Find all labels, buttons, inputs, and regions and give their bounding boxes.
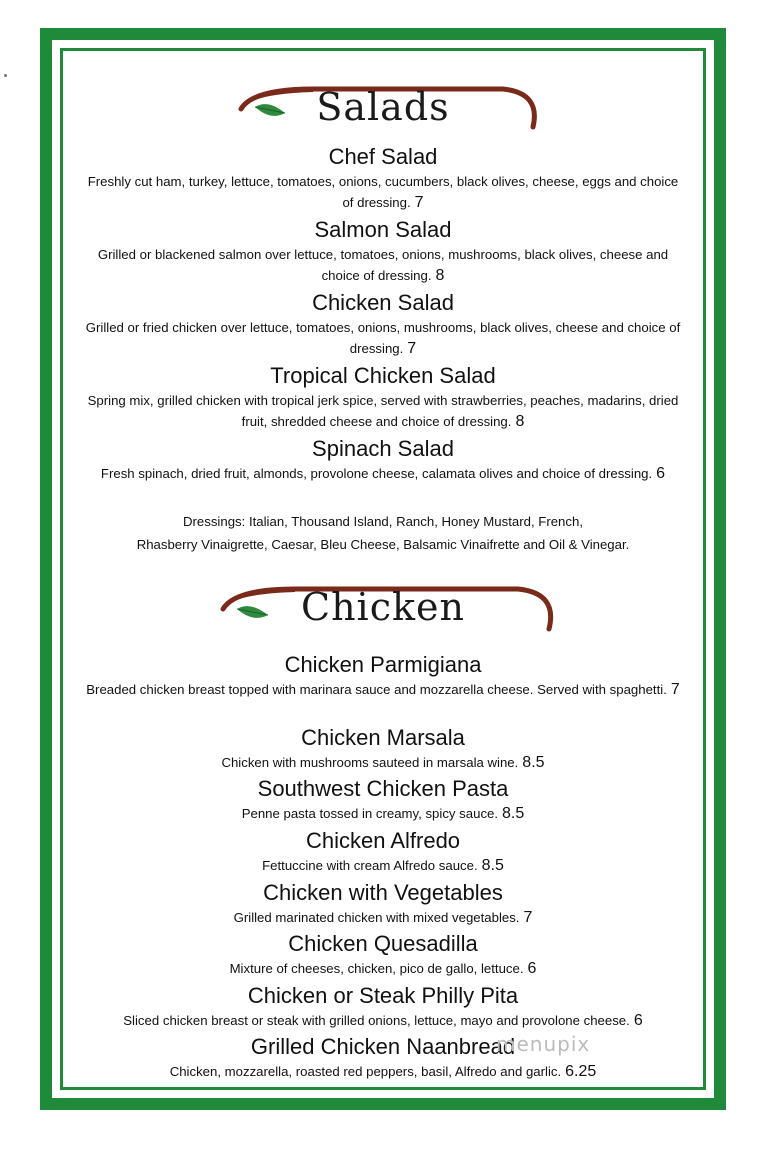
item-desc: Spring mix, grilled chicken with tropical jerk spice, served with strawberries, peaches, madarins, dried fruit, shredded cheese and choice of dressing. 8 <box>87 393 679 430</box>
item-desc: Chicken, mozzarella, roasted red peppers, basil, Alfredo and garlic. 6.25 <box>169 1063 597 1080</box>
item-name: Southwest Chicken Pasta <box>257 776 509 801</box>
item-price: 7 <box>670 681 680 698</box>
item-desc: Fresh spinach, dried fruit, almonds, provolone cheese, calamata olives and choice of dressing. 6 <box>100 465 666 482</box>
item-desc: Sliced chicken breast or steak with grilled onions, lettuce, mayo and provolone cheese. 6 <box>123 1012 643 1029</box>
item-desc: Penne pasta tossed in creamy, spicy sauce. 8.5 <box>241 805 525 822</box>
item-price: 7 <box>523 909 533 926</box>
item-price: 8.5 <box>502 805 525 822</box>
salads-header <box>63 79 703 139</box>
item-price: 8.5 <box>481 857 504 874</box>
menu-item <box>85 724 681 773</box>
item-desc: Chicken with mushrooms sauteed in marsala wine. 8.5 <box>221 754 545 771</box>
salads-title: Salads <box>316 85 450 129</box>
item-price: 6 <box>656 465 666 482</box>
menu-item <box>85 143 681 213</box>
item-desc: Breaded chicken breast topped with marinara sauce and mozzarella cheese. Served with spaghetti. 7 <box>86 681 680 698</box>
item-name: Chicken Salad <box>312 290 454 315</box>
item-name: Chicken Parmigiana <box>284 652 482 677</box>
dressings-line: Rhasberry Vinaigrette, Caesar, Bleu Cheese, Balsamic Vinaifrette and Oil & Vinegar. <box>136 537 630 552</box>
item-price: 6.25 <box>565 1063 597 1080</box>
menu-item <box>85 362 681 432</box>
menu-item <box>85 827 681 876</box>
chicken-header <box>63 579 703 639</box>
menu-item <box>85 216 681 286</box>
item-name: Spinach Salad <box>312 436 454 461</box>
item-name: Tropical Chicken Salad <box>270 363 496 388</box>
item-price: 8 <box>435 267 445 284</box>
stray-mark <box>4 74 7 77</box>
item-price: 7 <box>407 340 417 357</box>
chicken-title: Chicken <box>301 585 465 629</box>
menu-item <box>85 879 681 928</box>
item-name: Chicken Marsala <box>301 725 465 750</box>
item-name: Chicken Quesadilla <box>288 931 478 956</box>
item-desc: Grilled or blackened salmon over lettuce, tomatoes, onions, mushrooms, black olives, cheese and choice of dressing. 8 <box>97 247 669 284</box>
item-price: 7 <box>414 194 424 211</box>
item-name: Chef Salad <box>328 144 438 169</box>
dressings-line: Dressings: Italian, Thousand Island, Ranch, Honey Mustard, French, <box>183 514 583 529</box>
item-price: 8.5 <box>522 754 545 771</box>
item-name: Grilled Chicken Naanbread <box>250 1034 516 1059</box>
menu-item <box>85 930 681 979</box>
watermark: menupix <box>496 1032 591 1056</box>
item-name: Chicken or Steak Philly Pita <box>247 983 519 1008</box>
menu-item <box>85 289 681 359</box>
item-name: Chicken Alfredo <box>305 828 461 853</box>
item-price: 6 <box>527 960 537 977</box>
item-desc: Freshly cut ham, turkey, lettuce, tomatoes, onions, cucumbers, black olives, cheese, eggs and choice of dressing. 7 <box>87 174 679 211</box>
item-desc: Grilled or fried chicken over lettuce, tomatoes, onions, mushrooms, black olives, cheese and choice of dressing. 7 <box>85 320 681 357</box>
menu-item <box>85 435 681 484</box>
menu-border-inner <box>60 48 706 1090</box>
item-price: 6 <box>633 1012 643 1029</box>
item-name: Salmon Salad <box>314 217 452 242</box>
item-name: Chicken with Vegetables <box>263 880 503 905</box>
item-desc: Mixture of cheeses, chicken, pico de gallo, lettuce. 6 <box>229 960 537 977</box>
menu-item <box>85 1033 681 1082</box>
menu-item <box>85 982 681 1031</box>
dressings-list <box>85 510 681 556</box>
item-desc: Fettuccine with cream Alfredo sauce. 8.5 <box>262 857 504 874</box>
item-price: 8 <box>515 413 525 430</box>
item-desc: Grilled marinated chicken with mixed vegetables. 7 <box>233 909 533 926</box>
menu-item <box>85 651 681 700</box>
menu-border-outer <box>40 28 726 1110</box>
menu-item <box>85 775 681 824</box>
